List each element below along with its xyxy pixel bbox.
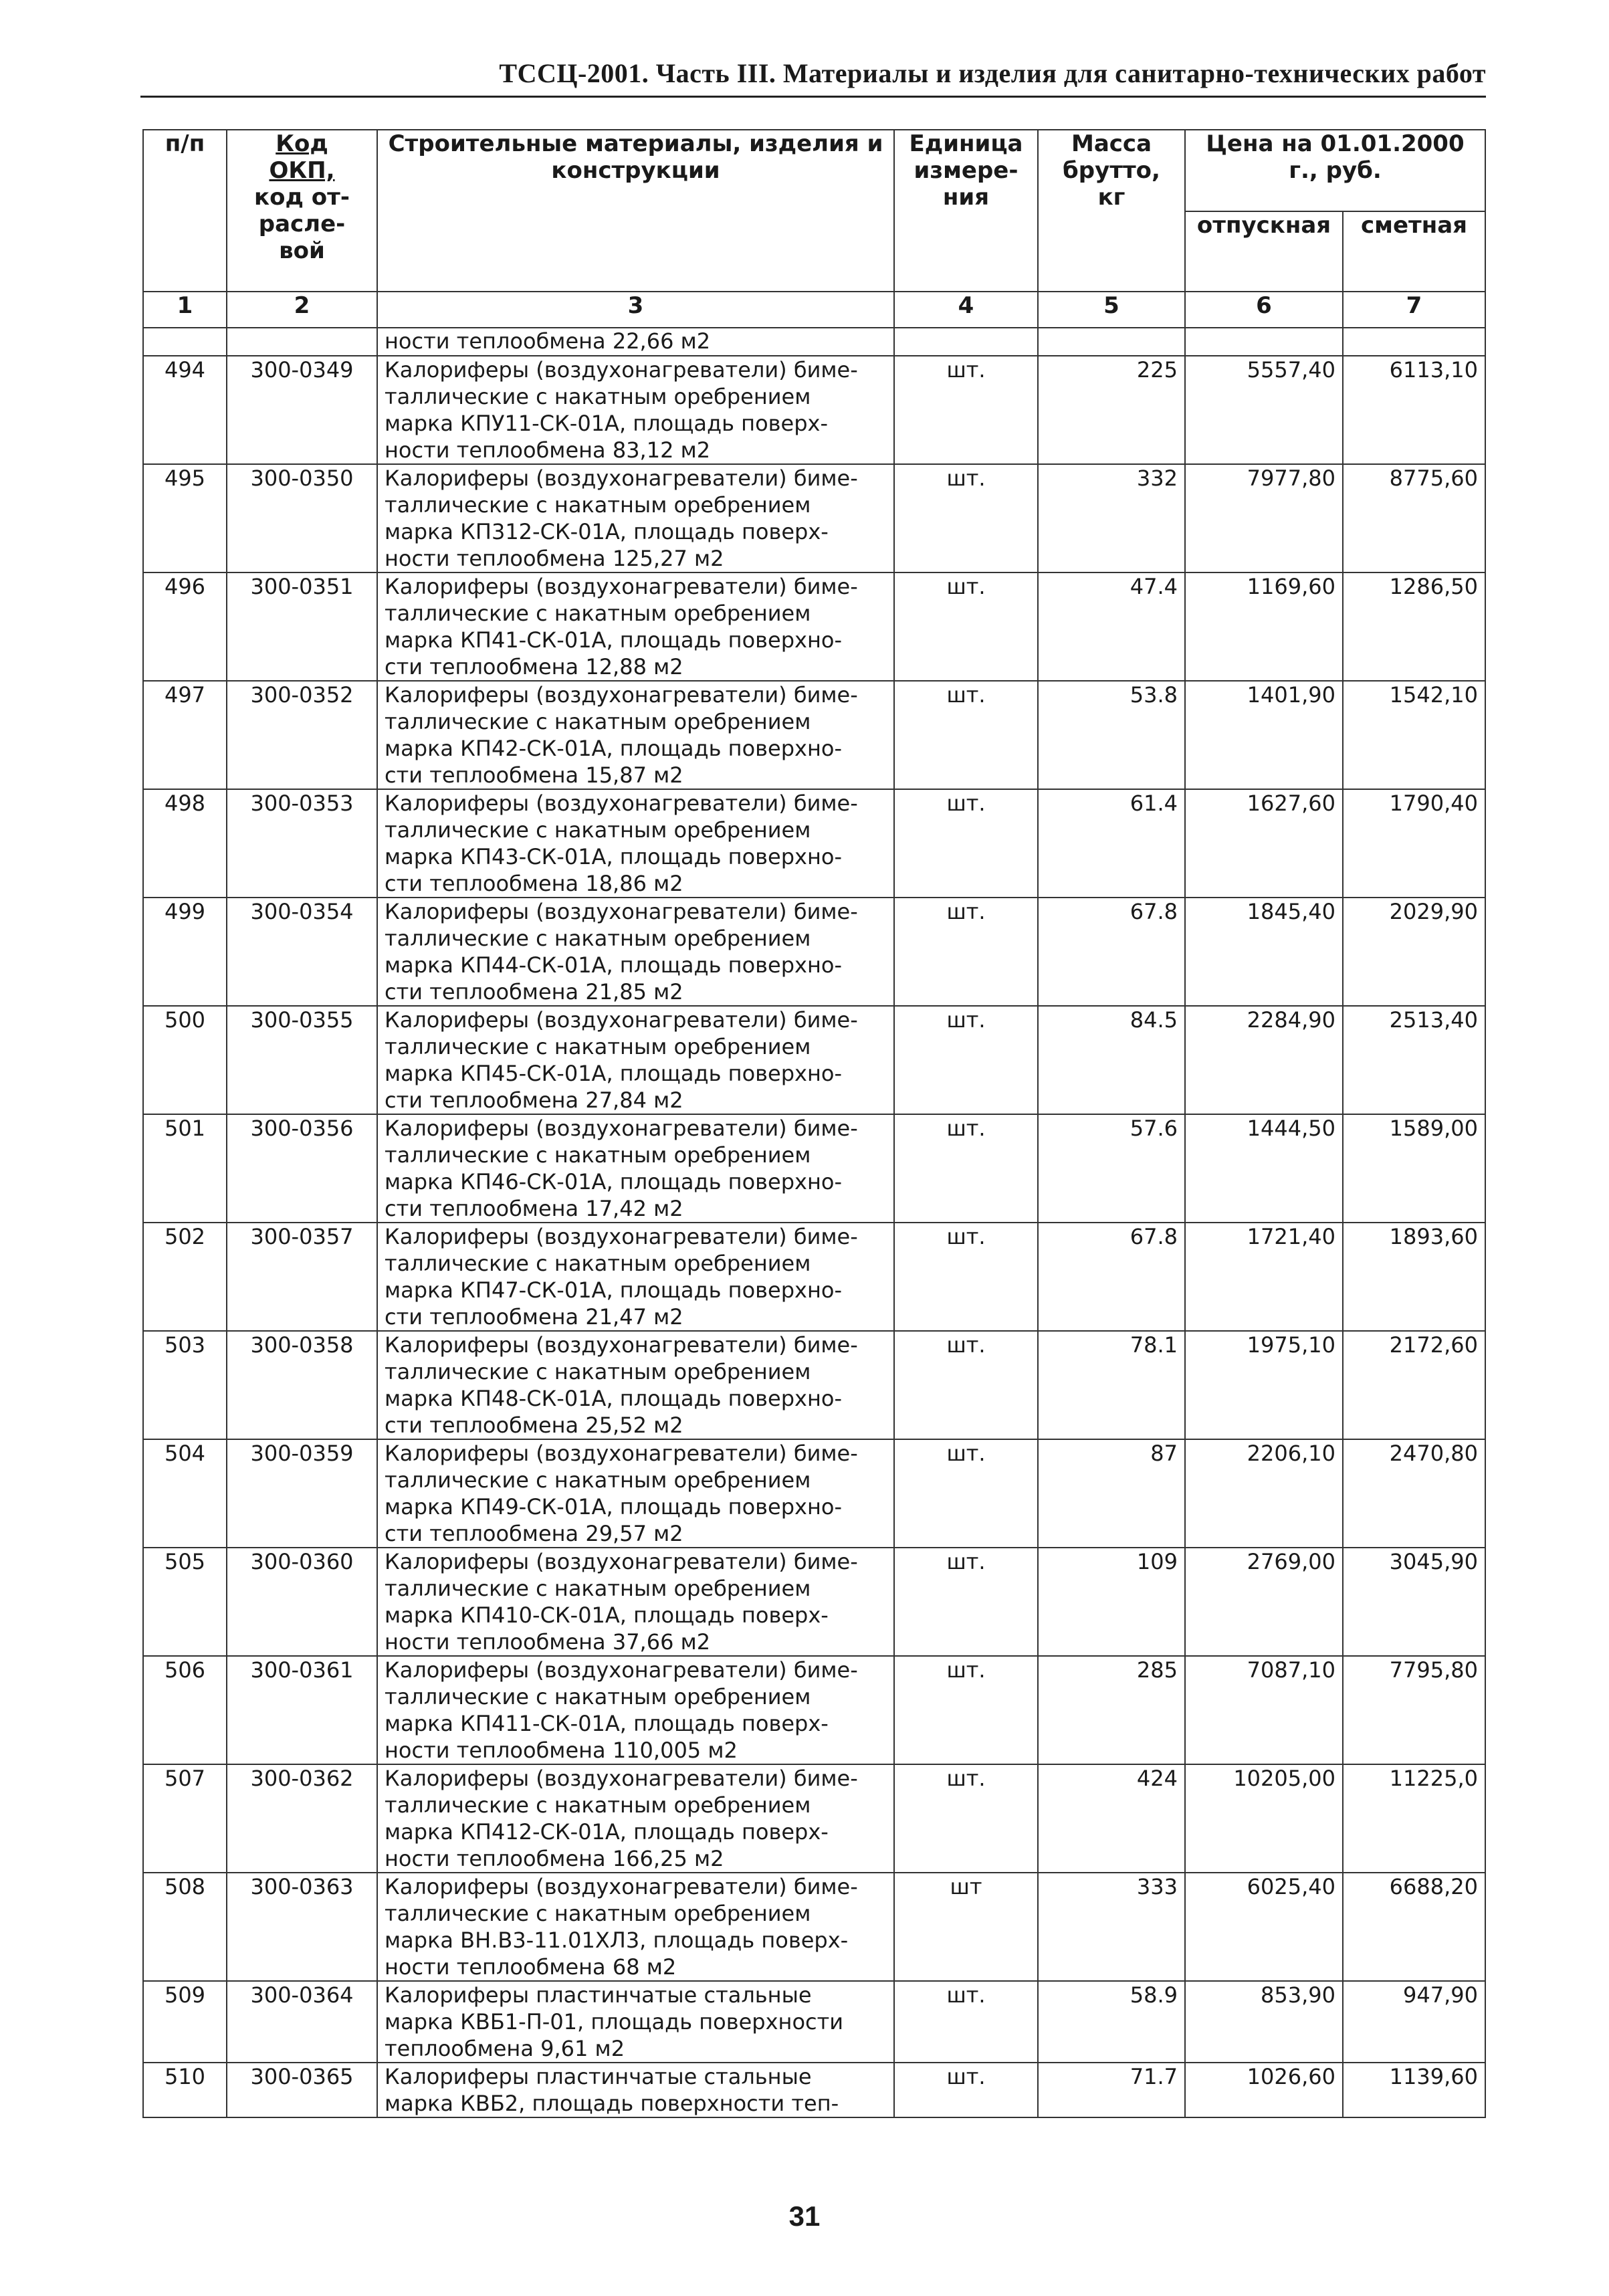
price-table	[142, 129, 1486, 2118]
release-price: 1444,50	[1185, 1114, 1343, 1223]
unit-of-measure: шт.	[894, 1331, 1038, 1439]
table-row	[143, 1548, 1485, 1656]
okp-code: 300-0357	[227, 1223, 377, 1331]
row-number: 497	[143, 681, 227, 789]
gross-mass: 71.7	[1038, 2063, 1185, 2117]
gross-mass: 53.8	[1038, 681, 1185, 789]
table-row	[143, 789, 1485, 898]
estimate-price: 6688,20	[1343, 1873, 1485, 1981]
unit-of-measure: шт.	[894, 898, 1038, 1006]
row-number: 496	[143, 572, 227, 681]
material-description: Калориферы (воздухонагреватели) биме- таллические с накатным оребрением марка КП45-СК-01А, площадь поверхно- сти теплообмена 27,84 м2	[377, 1006, 894, 1114]
column-number: 2	[227, 292, 377, 328]
unit-of-measure: шт.	[894, 1548, 1038, 1656]
estimate-price: 3045,90	[1343, 1548, 1485, 1656]
row-number: 504	[143, 1439, 227, 1548]
header-mass: Масса брутто, кг	[1038, 130, 1185, 292]
unit-of-measure: шт.	[894, 681, 1038, 789]
release-price: 1975,10	[1185, 1331, 1343, 1439]
okp-code: 300-0354	[227, 898, 377, 1006]
column-number: 5	[1038, 292, 1185, 328]
gross-mass: 424	[1038, 1764, 1185, 1873]
estimate-price: 1893,60	[1343, 1223, 1485, 1331]
material-description: Калориферы (воздухонагреватели) биме- таллические с накатным оребрением марка КП312-СК-01А, площадь поверх- ности теплообмена 125,27 м2	[377, 464, 894, 572]
table-row	[143, 1223, 1485, 1331]
gross-mass: 67.8	[1038, 898, 1185, 1006]
okp-code: 300-0359	[227, 1439, 377, 1548]
unit-of-measure: шт.	[894, 789, 1038, 898]
okp-code: 300-0358	[227, 1331, 377, 1439]
estimate-price: 7795,80	[1343, 1656, 1485, 1764]
material-description: Калориферы пластинчатые стальные марка КВБ2, площадь поверхности теп-	[377, 2063, 894, 2117]
row-number: 509	[143, 1981, 227, 2063]
unit-of-measure: шт.	[894, 1114, 1038, 1223]
okp-code: 300-0355	[227, 1006, 377, 1114]
estimate-price: 2029,90	[1343, 898, 1485, 1006]
material-description: Калориферы (воздухонагреватели) биме- таллические с накатным оребрением марка КП47-СК-01А, площадь поверхно- сти теплообмена 21,47 м2	[377, 1223, 894, 1331]
estimate-price: 6113,10	[1343, 356, 1485, 464]
okp-code: 300-0364	[227, 1981, 377, 2063]
header-okp-line3: код от- расле- вой	[254, 184, 350, 264]
row-number: 495	[143, 464, 227, 572]
release-price: 10205,00	[1185, 1764, 1343, 1873]
gross-mass: 47.4	[1038, 572, 1185, 681]
unit-of-measure: шт	[894, 1873, 1038, 1981]
header-okp-line2: ОКП,	[269, 157, 335, 184]
material-description: Калориферы (воздухонагреватели) биме- таллические с накатным оребрением марка КПУ11-СК-01А, площадь поверх- ности теплообмена 83,12 м2	[377, 356, 894, 464]
unit-of-measure: шт.	[894, 1006, 1038, 1114]
release-price: 7977,80	[1185, 464, 1343, 572]
table-row	[143, 356, 1485, 464]
material-description: Калориферы (воздухонагреватели) биме- таллические с накатным оребрением марка КП42-СК-01А, площадь поверхно- сти теплообмена 15,87 м2	[377, 681, 894, 789]
row-number: 499	[143, 898, 227, 1006]
page-number: 31	[788, 2200, 821, 2232]
release-price: 6025,40	[1185, 1873, 1343, 1981]
header-rule	[140, 96, 1486, 98]
okp-code: 300-0362	[227, 1764, 377, 1873]
table-row	[143, 1331, 1485, 1439]
release-price: 1627,60	[1185, 789, 1343, 898]
estimate-price: 1542,10	[1343, 681, 1485, 789]
header-price-group: Цена на 01.01.2000 г., руб.	[1185, 130, 1485, 211]
okp-code: 300-0351	[227, 572, 377, 681]
estimate-price: 8775,60	[1343, 464, 1485, 572]
row-number: 507	[143, 1764, 227, 1873]
material-description: Калориферы пластинчатые стальные марка КВБ1-П-01, площадь поверхности теплообмена 9,61 м2	[377, 1981, 894, 2063]
release-price: 2284,90	[1185, 1006, 1343, 1114]
row-number: 506	[143, 1656, 227, 1764]
estimate-price: 1589,00	[1343, 1114, 1485, 1223]
table-header-row	[143, 130, 1485, 211]
okp-code: 300-0349	[227, 356, 377, 464]
estimate-price: 11225,0	[1343, 1764, 1485, 1873]
table-row	[143, 681, 1485, 789]
material-description: Калориферы (воздухонагреватели) биме- таллические с накатным оребрением марка КП46-СК-01А, площадь поверхно- сти теплообмена 17,42 м2	[377, 1114, 894, 1223]
header-num: п/п	[143, 130, 227, 292]
row-number: 501	[143, 1114, 227, 1223]
material-description: Калориферы (воздухонагреватели) биме- таллические с накатным оребрением марка КП43-СК-01А, площадь поверхно- сти теплообмена 18,86 м2	[377, 789, 894, 898]
header-okp	[227, 130, 377, 292]
table-row	[143, 1114, 1485, 1223]
gross-mass: 84.5	[1038, 1006, 1185, 1114]
material-description: Калориферы (воздухонагреватели) биме- таллические с накатным оребрением марка КП41-СК-01А, площадь поверхно- сти теплообмена 12,88 м2	[377, 572, 894, 681]
gross-mass: 61.4	[1038, 789, 1185, 898]
gross-mass: 332	[1038, 464, 1185, 572]
estimate-price: 2470,80	[1343, 1439, 1485, 1548]
unit-of-measure: шт.	[894, 2063, 1038, 2117]
row-number: 498	[143, 789, 227, 898]
estimate-price: 2513,40	[1343, 1006, 1485, 1114]
release-price: 2769,00	[1185, 1548, 1343, 1656]
continuation-row	[143, 328, 1485, 356]
column-number: 4	[894, 292, 1038, 328]
table-row	[143, 1873, 1485, 1981]
table-row	[143, 1006, 1485, 1114]
release-price: 1845,40	[1185, 898, 1343, 1006]
table-row	[143, 1439, 1485, 1548]
column-number-row	[143, 292, 1485, 328]
release-price: 2206,10	[1185, 1439, 1343, 1548]
release-price: 853,90	[1185, 1981, 1343, 2063]
material-description: Калориферы (воздухонагреватели) биме- таллические с накатным оребрением марка КП410-СК-01А, площадь поверх- ности теплообмена 37,66 м2	[377, 1548, 894, 1656]
release-price: 1401,90	[1185, 681, 1343, 789]
okp-code: 300-0352	[227, 681, 377, 789]
row-number: 510	[143, 2063, 227, 2117]
material-description: Калориферы (воздухонагреватели) биме- таллические с накатным оребрением марка ВН.В3-11.01ХЛ3, площадь поверх- ности теплообмена 68 м2	[377, 1873, 894, 1981]
material-description: Калориферы (воздухонагреватели) биме- таллические с накатным оребрением марка КП48-СК-01А, площадь поверхно- сти теплообмена 25,52 м2	[377, 1331, 894, 1439]
release-price: 1026,60	[1185, 2063, 1343, 2117]
okp-code: 300-0350	[227, 464, 377, 572]
estimate-price: 1286,50	[1343, 572, 1485, 681]
column-number: 3	[377, 292, 894, 328]
table-row	[143, 464, 1485, 572]
running-header: ТССЦ-2001. Часть III. Материалы и изделия для санитарно-технических работ	[499, 58, 1486, 88]
gross-mass: 57.6	[1038, 1114, 1185, 1223]
unit-of-measure: шт.	[894, 1656, 1038, 1764]
row-number: 505	[143, 1548, 227, 1656]
material-description: Калориферы (воздухонагреватели) биме- таллические с накатным оребрением марка КП411-СК-01А, площадь поверх- ности теплообмена 110,005 м2	[377, 1656, 894, 1764]
gross-mass: 285	[1038, 1656, 1185, 1764]
gross-mass: 58.9	[1038, 1981, 1185, 2063]
material-description: Калориферы (воздухонагреватели) биме- таллические с накатным оребрением марка КП49-СК-01А, площадь поверхно- сти теплообмена 29,57 м2	[377, 1439, 894, 1548]
gross-mass: 109	[1038, 1548, 1185, 1656]
gross-mass: 67.8	[1038, 1223, 1185, 1331]
table-row	[143, 2063, 1485, 2117]
header-price-release: отпускная	[1185, 211, 1343, 292]
unit-of-measure: шт.	[894, 572, 1038, 681]
table-row	[143, 572, 1485, 681]
column-number: 1	[143, 292, 227, 328]
estimate-price: 1139,60	[1343, 2063, 1485, 2117]
gross-mass: 225	[1038, 356, 1185, 464]
unit-of-measure: шт.	[894, 356, 1038, 464]
continuation-text: ности теплообмена 22,66 м2	[377, 328, 894, 356]
unit-of-measure: шт.	[894, 1439, 1038, 1548]
header-unit: Единица измере- ния	[894, 130, 1038, 292]
row-number: 494	[143, 356, 227, 464]
unit-of-measure: шт.	[894, 464, 1038, 572]
gross-mass: 333	[1038, 1873, 1185, 1981]
release-price: 1169,60	[1185, 572, 1343, 681]
row-number: 502	[143, 1223, 227, 1331]
header-price-estimate: сметная	[1343, 211, 1485, 292]
unit-of-measure: шт.	[894, 1981, 1038, 2063]
row-number: 500	[143, 1006, 227, 1114]
gross-mass: 78.1	[1038, 1331, 1185, 1439]
release-price: 1721,40	[1185, 1223, 1343, 1331]
row-number: 508	[143, 1873, 227, 1981]
column-number: 6	[1185, 292, 1343, 328]
table-row	[143, 898, 1485, 1006]
estimate-price: 947,90	[1343, 1981, 1485, 2063]
okp-code: 300-0363	[227, 1873, 377, 1981]
header-materials: Строительные материалы, изделия и конструкции	[377, 130, 894, 292]
column-number: 7	[1343, 292, 1485, 328]
okp-code: 300-0353	[227, 789, 377, 898]
estimate-price: 2172,60	[1343, 1331, 1485, 1439]
material-description: Калориферы (воздухонагреватели) биме- таллические с накатным оребрением марка КП412-СК-01А, площадь поверх- ности теплообмена 166,25 м2	[377, 1764, 894, 1873]
unit-of-measure: шт.	[894, 1223, 1038, 1331]
okp-code: 300-0356	[227, 1114, 377, 1223]
unit-of-measure: шт.	[894, 1764, 1038, 1873]
release-price: 5557,40	[1185, 356, 1343, 464]
row-number: 503	[143, 1331, 227, 1439]
okp-code: 300-0365	[227, 2063, 377, 2117]
table-row	[143, 1981, 1485, 2063]
table-row	[143, 1656, 1485, 1764]
okp-code: 300-0361	[227, 1656, 377, 1764]
okp-code: 300-0360	[227, 1548, 377, 1656]
table-row	[143, 1764, 1485, 1873]
estimate-price: 1790,40	[1343, 789, 1485, 898]
release-price: 7087,10	[1185, 1656, 1343, 1764]
material-description: Калориферы (воздухонагреватели) биме- таллические с накатным оребрением марка КП44-СК-01А, площадь поверхно- сти теплообмена 21,85 м2	[377, 898, 894, 1006]
header-okp-line1: Код	[276, 130, 328, 157]
gross-mass: 87	[1038, 1439, 1185, 1548]
